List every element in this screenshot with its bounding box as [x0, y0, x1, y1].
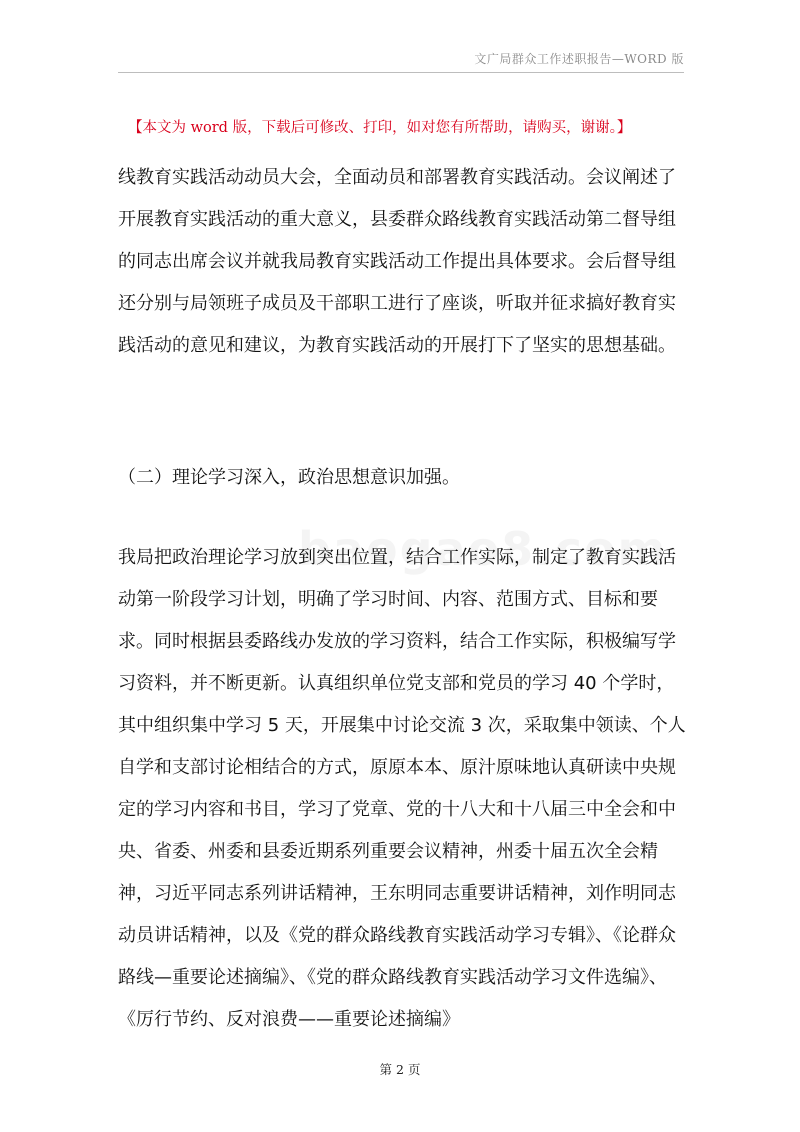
body-paragraph-1: 线教育实践活动动员大会，全面动员和部署教育实践活动。会议阐述了开展教育实践活动的重大意义，县委群众路线教育实践活动第二督导组的同志出席会议并就我局教育实践活动工作提出具体要求。会后督导组还分别与局领班子成员及干部职工进行了座谈，听取并征求搞好教育实践活动的意见和建议，为教育实践活动的开展打下了坚实的思想基础。	[118, 167, 676, 356]
header-divider	[118, 72, 684, 73]
body-paragraph-2: 我局把政治理论学习放到突出位置，结合工作实际，制定了教育实践活动第一阶段学习计划，明确了学习时间、内容、范围方式、目标和要求。同时根据县委路线办发放的学习资料，结合工作实际，积极编写学习资料，并不断更新。认真组织单位党支部和党员的学习 40 个学时，其中组织集中学习 5 天，开展集中讨论交流 3 次，采取集中领读、个人自学和支部讨论相结合的方式，原原本本、原汁原味地认真研读中央规定的学习内容和书目，学习了党章、党的十八大和十八届三中全会和中央、省委、州委和县委近期系列重要会议精神，州委十届五次全会精神，习近平同志系列讲话精神，王东明同志重要讲话精神，刘作明同志动员讲话精神，以及《党的群众路线教育实践活动学习专辑》、《论群众路线—重要论述摘编》、《党的群众路线教育实践活动学习文件选编》、《厉行节约、反对浪费——重要论述摘编》	[118, 547, 686, 1030]
document-header-title: 文广局群众工作述职报告—WORD 版	[474, 52, 684, 66]
section-heading: （二）理论学习深入，政治思想意识加强。	[118, 467, 460, 488]
page-number: 第 2 页	[379, 1062, 421, 1077]
download-notice: 【本文为 word 版，下载后可修改、打印，如对您有所帮助，请购买，谢谢。】	[128, 120, 632, 136]
